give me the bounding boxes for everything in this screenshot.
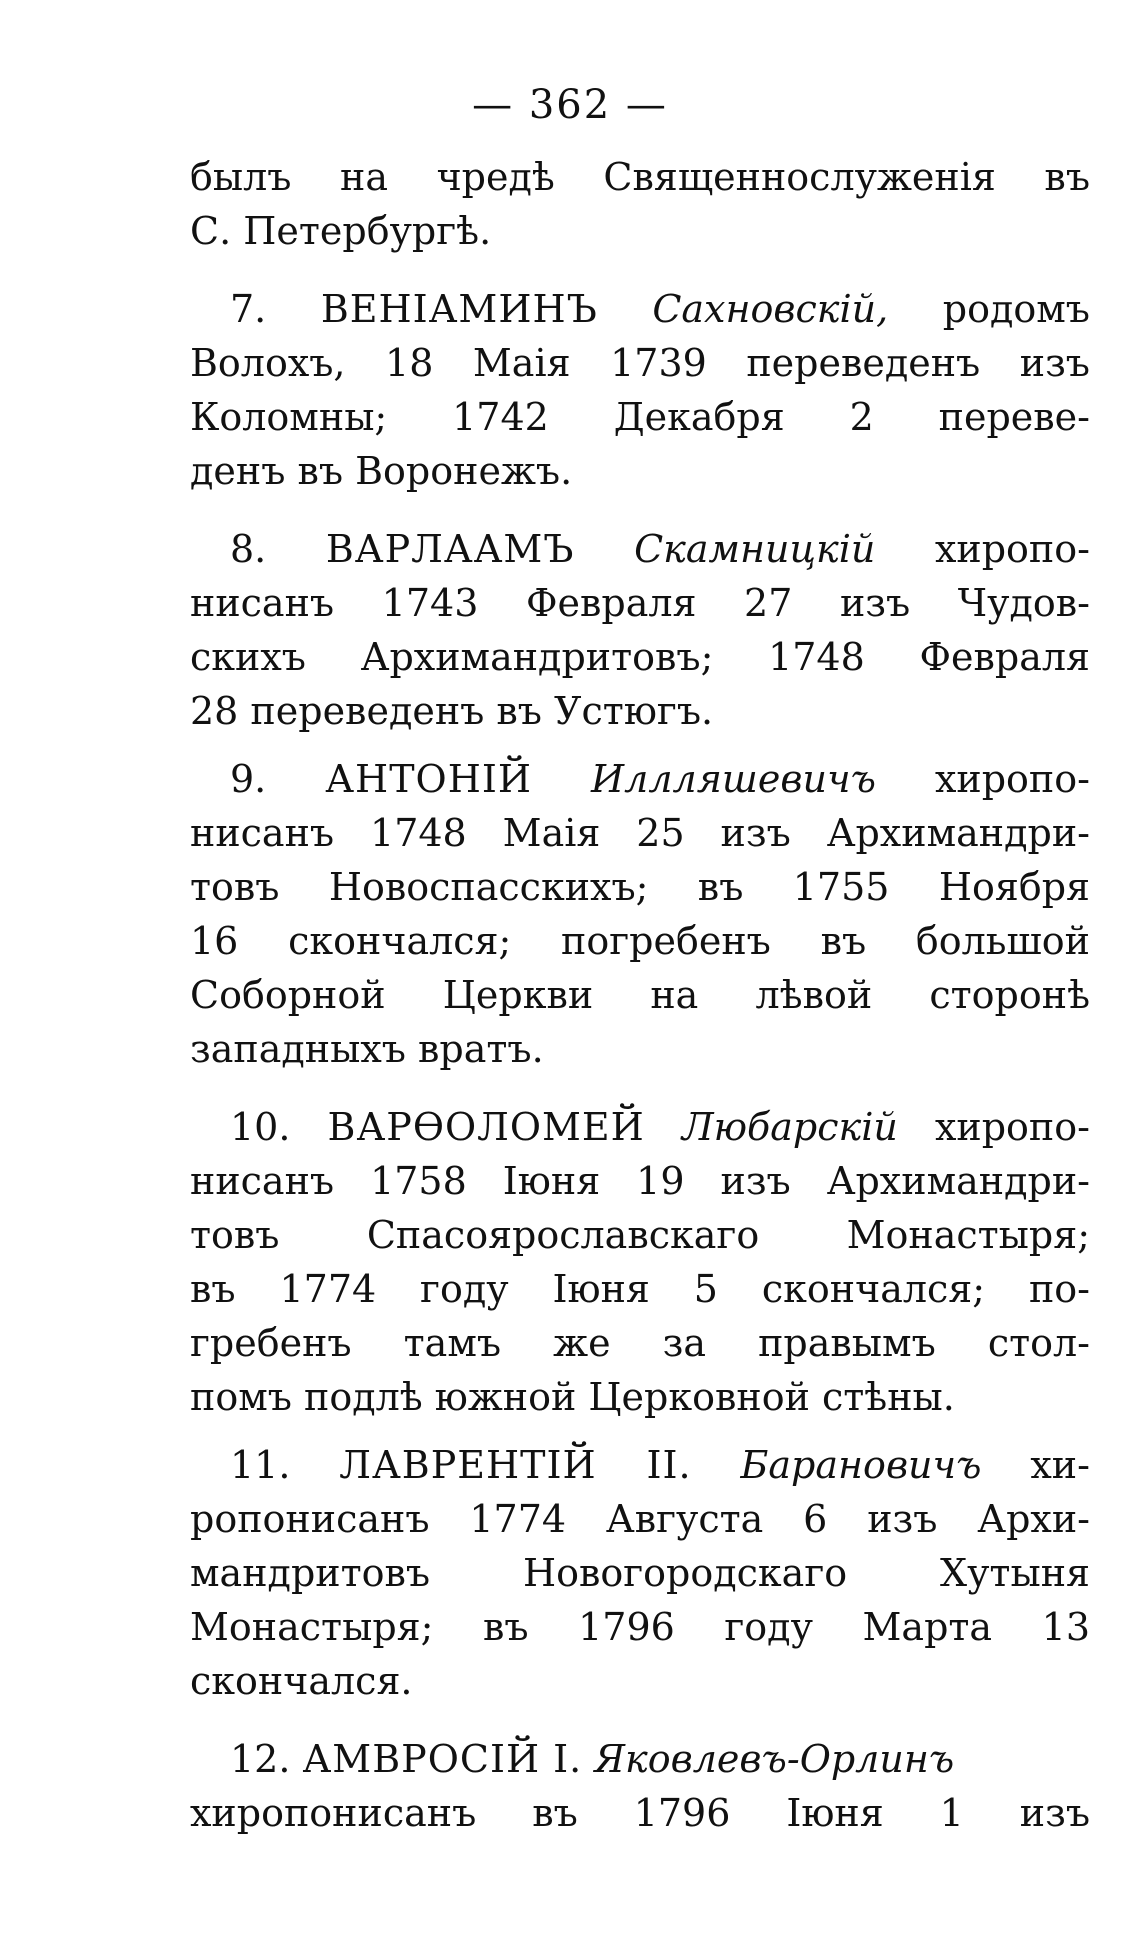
page-number: — 362 —	[472, 82, 668, 128]
entry-heading-line	[190, 752, 1090, 806]
text-line: Коломны; 1742 Декабря 2 переве-	[190, 395, 1090, 439]
entry-name: ВАРѲОЛОМЕЙ	[327, 1105, 645, 1149]
entry-surname: Любарскій	[681, 1105, 898, 1149]
entry-10	[190, 1100, 1090, 1424]
text-body	[190, 150, 1090, 1840]
text-line: Волохъ, 18 Маія 1739 переведенъ изъ	[190, 341, 1090, 385]
text-line: нисанъ 1743 Февраля 27 изъ Чудов-	[190, 581, 1090, 625]
text-line: Монастыря; въ 1796 году Марта 13	[190, 1605, 1090, 1649]
entry-number: 11.	[230, 1443, 291, 1487]
text-line: гребенъ тамъ же за правымъ стол-	[190, 1321, 1090, 1365]
text-line: нисанъ 1758 Іюня 19 изъ Архимандри-	[190, 1159, 1090, 1203]
entry-name: ВЕНІАМИНЪ	[320, 287, 598, 331]
text-line: С. Петербургѣ.	[190, 209, 492, 253]
text-line: скихъ Архимандритовъ; 1748 Февраля	[190, 635, 1090, 679]
text-line: 16 скончался; погребенъ въ большой	[190, 919, 1090, 963]
text-fragment: хиропо-	[934, 527, 1090, 571]
entry-number: 9.	[230, 757, 267, 801]
text-line: западныхъ вратъ.	[190, 1027, 544, 1071]
text-line: ропонисанъ 1774 Августа 6 изъ Архи-	[190, 1497, 1090, 1541]
text-line: 28 переведенъ въ Устюгъ.	[190, 689, 714, 733]
entry-number: 12.	[230, 1737, 291, 1781]
entry-surname: Скамницкій	[634, 527, 876, 571]
text-line: Соборной Церкви на лѣвой сторонѣ	[190, 973, 1090, 1017]
text-fragment: родомъ	[942, 287, 1090, 331]
entry-heading-line	[190, 282, 1090, 336]
entry-number: 10.	[230, 1105, 291, 1149]
entry-surname: Сахновскій,	[652, 287, 889, 331]
entry-heading-line	[190, 1100, 1090, 1154]
entry-number: 8.	[230, 527, 267, 571]
text-line: хиропонисанъ въ 1796 Іюня 1 изъ	[190, 1791, 1090, 1835]
entry-7	[190, 282, 1090, 498]
text-line: нисанъ 1748 Маія 25 изъ Архимандри-	[190, 811, 1090, 855]
entry-number: 7.	[230, 287, 267, 331]
entry-8	[190, 522, 1090, 738]
text-line: мандритовъ Новогородскаго Хутыня	[190, 1551, 1090, 1595]
text-line: товъ Новоспасскихъ; въ 1755 Ноября	[190, 865, 1090, 909]
entry-heading-line	[190, 522, 1090, 576]
text-fragment: хиропо-	[934, 757, 1090, 801]
text-line: помъ подлѣ южной Церковной стѣны.	[190, 1375, 955, 1419]
entry-name: ЛАВРЕНТІЙ II.	[339, 1443, 692, 1487]
text-fragment: хиропо-	[934, 1105, 1090, 1149]
text-line: былъ на чредѣ Священнослуженія въ	[190, 155, 1090, 199]
entry-name: АНТОНІЙ	[325, 757, 532, 801]
entry-heading-line	[190, 1438, 1090, 1492]
entry-surname: Барановичъ	[740, 1443, 982, 1487]
entry-9	[190, 752, 1090, 1076]
entry-12	[190, 1732, 1090, 1840]
entry-11	[190, 1438, 1090, 1708]
entry-name: ВАРЛААМЪ	[325, 527, 575, 571]
entry-surname: Иллляшевичъ	[591, 757, 876, 801]
entry-heading-line	[190, 1732, 1090, 1786]
text-line: скончался.	[190, 1659, 413, 1703]
entry-surname: Яковлевъ-Орлинъ	[594, 1737, 955, 1781]
entry-name: АМВРОСІЙ I.	[302, 1737, 583, 1781]
entry-continuation	[190, 150, 1090, 258]
text-line: въ 1774 году Іюня 5 скончался; по-	[190, 1267, 1090, 1311]
text-line: денъ въ Воронежъ.	[190, 449, 573, 493]
text-line: товъ Спасоярославскаго Монастыря;	[190, 1213, 1090, 1257]
text-fragment: хи-	[1030, 1443, 1090, 1487]
